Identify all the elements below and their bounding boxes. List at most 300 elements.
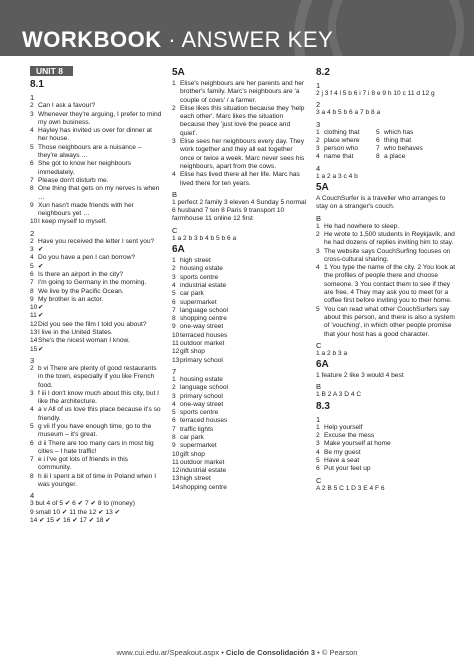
item-number: 7	[376, 145, 380, 153]
list-item	[30, 296, 162, 304]
item-number: 14	[30, 337, 38, 345]
item-number: 4	[30, 406, 34, 414]
item-number: 1	[316, 128, 320, 136]
item-text: h iii I spent a bit of time in Poland when I was younger.	[38, 472, 157, 489]
item-text: Elise sees her neighbours every day. They work together and they all eat together once or twice a week. Marc never sees his neighbours, apart from the cows.	[180, 138, 305, 170]
item-number: 6	[376, 136, 380, 144]
item-number: 11	[172, 340, 179, 348]
list-item	[172, 299, 308, 307]
item-number: 3	[172, 273, 176, 281]
item-number: 2	[316, 432, 320, 440]
column-2	[172, 66, 308, 492]
exercise-list	[172, 257, 308, 365]
footer-separator: •	[219, 648, 226, 657]
item-number: 1	[172, 80, 176, 87]
item-number: 7	[172, 425, 176, 433]
item-text: which has	[384, 128, 414, 136]
item-text: housing estate	[180, 375, 223, 383]
column-1	[30, 66, 162, 525]
page-header	[0, 0, 474, 56]
item-number: 8	[376, 153, 380, 161]
list-item	[30, 346, 162, 354]
item-number: 3	[30, 246, 34, 254]
list-item	[30, 288, 162, 296]
decorative-swirl-inner	[328, 0, 464, 56]
footer-course: Ciclo de Consolidación 3	[225, 648, 316, 657]
exercise-list	[30, 238, 162, 354]
item-text: Those neighbours are a nuisance – they're always …	[38, 143, 142, 160]
item-text: car park	[180, 290, 204, 298]
item-text: Have you received the letter I sent you?	[38, 237, 155, 245]
item-number: 9	[30, 295, 34, 303]
list-item	[316, 264, 456, 305]
answer-line: 1 perfect 2 family 3 eleven 4 Sunday 5 normal 6 husband 7 ten 8 Paris 9 transport 10 farmhouse 11 online 12 first	[172, 198, 307, 223]
item-text: Help yourself	[324, 423, 363, 431]
section-heading: 8.1	[30, 79, 44, 91]
item-number: 8	[30, 472, 34, 480]
item-number: 3	[172, 138, 176, 146]
exercise-heading: 2	[30, 228, 35, 238]
list-item	[172, 282, 308, 290]
item-number: 2	[30, 102, 34, 110]
item-number: 14	[172, 483, 180, 491]
title-rest: · ANSWER KEY	[161, 27, 334, 52]
item-number: 10	[30, 304, 38, 312]
list-item	[30, 406, 162, 423]
item-number: 3	[30, 389, 34, 397]
answer-line: A 2 B 5 C 1 D 3 E 4 F 6	[316, 484, 385, 492]
item-text: housing estate	[180, 265, 223, 273]
item-text: f iii I don't know much about this city, but I like the architecture.	[38, 389, 159, 406]
exercise-heading: 1	[316, 81, 321, 90]
item-text: She's the nicest woman I know.	[38, 337, 130, 345]
list-item	[30, 127, 162, 144]
list-item	[30, 254, 162, 262]
item-number: 7	[30, 279, 34, 287]
exercise-heading: 3	[316, 119, 321, 129]
list-item	[172, 484, 308, 492]
item-number: 8	[172, 433, 176, 441]
answer-line: 1 B 2 A 3 D 4 C	[316, 391, 362, 399]
item-text: 1 You type the name of the city. 2 You look at the profiles of people there and choose someone. 3 You contact them to see if they are free. 4 They may ask you to meet for a coffee first before inviting you to their home.	[324, 264, 456, 305]
item-text: I'm going to Germany in the morning.	[38, 279, 147, 287]
list-item	[172, 348, 308, 356]
item-text: I keep myself to myself.	[38, 218, 107, 226]
item-number: 4	[316, 264, 320, 272]
item-number: 1	[172, 257, 176, 265]
page-footer	[0, 648, 474, 657]
item-number: 2	[316, 230, 320, 238]
list-item	[316, 129, 376, 137]
exercise-heading: B	[172, 189, 178, 199]
item-number: 7	[30, 456, 34, 464]
item-text: gift shop	[180, 450, 205, 458]
item-text: I live in the United States.	[38, 329, 113, 337]
exercise-heading: B	[316, 382, 322, 392]
section-heading: 6A	[316, 359, 329, 371]
item-text: gift shop	[180, 348, 205, 356]
answer-line: 9 small 10 ✔ 11 the 12 ✔ 13 ✔	[30, 508, 121, 516]
item-text: traffic lights	[180, 425, 214, 433]
item-text: Put your feet up	[324, 465, 371, 473]
item-text: supermarket	[180, 442, 217, 450]
item-text: industrial estate	[180, 467, 227, 475]
item-number: 1	[316, 222, 320, 230]
item-text: Do you have a pen I can borrow?	[38, 254, 136, 262]
item-text: place where	[324, 136, 360, 144]
list-item	[172, 475, 308, 483]
item-text: Whenever they're arguing, I prefer to mind my own business.	[38, 110, 162, 126]
item-text: Xun hasn't made friends with her neighbours yet …	[38, 201, 134, 218]
list-item	[30, 202, 162, 219]
exercise-list	[172, 80, 308, 188]
item-number: 2	[172, 384, 176, 392]
item-number: 13	[172, 356, 180, 364]
list-item	[316, 137, 376, 145]
item-number: 4	[30, 254, 34, 262]
list-item	[172, 442, 308, 450]
list-item	[30, 304, 162, 312]
list-item	[316, 231, 456, 248]
answer-line: A CouchSurfer is a traveller who arranges to stay on a stranger's couch.	[316, 195, 446, 211]
item-text: Is there an airport in the city?	[38, 270, 124, 278]
list-item	[30, 337, 162, 345]
item-number: 6	[172, 417, 176, 425]
item-number: 13	[172, 475, 180, 483]
section-heading: 5A	[172, 67, 185, 78]
list-item	[30, 238, 162, 246]
exercise-heading: C	[316, 340, 322, 350]
list-item	[30, 365, 162, 390]
item-number: 5	[30, 262, 34, 270]
list-item	[172, 467, 308, 475]
item-text: The website says CouchSurfing focuses on cross-cultural sharing.	[324, 247, 451, 263]
list-item	[172, 417, 308, 425]
list-item	[172, 409, 308, 417]
item-text: We live by the Pacific Ocean.	[38, 287, 124, 295]
section-heading: 8.3	[316, 400, 330, 412]
item-number: 7	[30, 176, 34, 184]
item-number: 8	[172, 315, 176, 323]
item-text: industrial estate	[180, 281, 227, 289]
item-number: 13	[30, 329, 38, 337]
exercise-list	[316, 129, 376, 162]
item-number: 6	[316, 465, 320, 473]
item-text: a v All of us love this place because it's so friendly.	[38, 406, 161, 422]
item-number: 8	[30, 185, 34, 193]
list-item	[172, 315, 308, 323]
item-number: 5	[172, 290, 176, 298]
page-title	[22, 27, 333, 53]
list-item	[30, 329, 162, 337]
item-number: 3	[316, 145, 320, 153]
item-text: car park	[180, 433, 204, 441]
item-text: person who	[324, 145, 359, 153]
exercise-list	[316, 424, 456, 474]
answer-line: 3 but 4 of 5 ✔ 6 ✔ 7 ✔ 8 to (money)	[30, 500, 135, 508]
item-number: 9	[172, 442, 176, 450]
item-text: Please don't disturb me.	[38, 176, 109, 184]
item-number: 4	[316, 448, 320, 456]
item-text: She got to know her neighbours immediately.	[38, 160, 132, 176]
exercise-heading: 7	[172, 366, 177, 376]
item-number: 7	[172, 306, 176, 314]
list-item	[316, 449, 456, 457]
item-number: 6	[30, 160, 34, 168]
item-number: 4	[316, 153, 320, 161]
list-item	[376, 145, 423, 153]
item-text: primary school	[180, 392, 223, 400]
exercise-list	[316, 223, 456, 339]
two-column-answers	[316, 129, 456, 162]
item-number: 5	[30, 143, 34, 151]
item-text: clothing that	[324, 128, 360, 136]
footer-copyright: © Pearson	[321, 648, 358, 657]
item-number: 2	[30, 237, 34, 245]
item-number: 5	[376, 128, 380, 136]
exercise-list	[376, 129, 423, 162]
list-item	[30, 423, 162, 440]
list-item	[30, 321, 162, 329]
item-number: 2	[30, 364, 34, 372]
item-text: ✔	[38, 262, 44, 270]
list-item	[30, 279, 162, 287]
list-item	[172, 171, 308, 188]
list-item	[172, 290, 308, 298]
list-item	[30, 185, 162, 202]
item-text: terraced houses	[180, 417, 228, 425]
item-text: You can read what other CouchSurfers say about this person, and there is also a system of 'vouching', in which other people promise that your host has a good character.	[324, 305, 455, 338]
list-item	[30, 246, 162, 254]
item-number: 6	[30, 270, 34, 278]
exercise-list	[30, 102, 162, 226]
answer-line: 3 a 4 b 5 b 6 a 7 b 8 a	[316, 109, 381, 117]
item-text: outdoor market	[180, 458, 225, 466]
column-3	[316, 66, 456, 493]
list-item	[30, 473, 162, 490]
list-item	[172, 340, 308, 348]
item-text: Can I ask a favour?	[38, 102, 96, 110]
list-item	[316, 440, 456, 448]
exercise-list	[172, 376, 308, 492]
list-item	[30, 144, 162, 161]
list-item	[30, 102, 162, 110]
answer-line: 1 a 2 b 3 b 4 b 5 b 6 a	[172, 234, 237, 242]
item-text: name that	[324, 153, 354, 161]
item-text: One thing that gets on my nerves is when …	[38, 185, 160, 201]
item-text: My brother is an actor.	[38, 295, 104, 303]
item-text: one-way street	[180, 400, 224, 408]
unit-badge: UNIT 8	[30, 66, 73, 76]
item-number: 10	[172, 331, 180, 339]
list-item	[172, 384, 308, 392]
item-text: shopping centre	[180, 315, 227, 323]
item-number: 12	[172, 348, 180, 356]
list-item	[30, 263, 162, 271]
item-number: 11	[30, 312, 37, 320]
item-text: He wrote to 1,500 students in Reykjavík, and he had dozens of replies inviting him to stay.	[324, 230, 455, 247]
item-text: language school	[180, 306, 229, 314]
item-text: ✔	[38, 246, 44, 254]
item-text: outdoor market	[180, 340, 225, 348]
item-number: 3	[316, 247, 320, 255]
exercise-list	[30, 365, 162, 489]
item-text: primary school	[180, 356, 223, 364]
item-number: 3	[172, 392, 176, 400]
item-number: 1	[172, 375, 176, 383]
list-item	[30, 440, 162, 457]
item-text: Elise's neighbours are her parents and her brother's family. Marc's neighbours are 'a couple of cows' / a farmer.	[180, 80, 305, 104]
title-bold: WORKBOOK	[22, 27, 162, 52]
item-number: 5	[316, 456, 320, 464]
list-item	[316, 223, 456, 231]
list-item	[172, 426, 308, 434]
list-item	[172, 265, 308, 273]
item-text: Elise likes this situation because they 'help each other'. Marc likes the situation because they 'just love the peace and quiet'.	[180, 104, 305, 137]
list-item	[316, 465, 456, 473]
list-item	[172, 401, 308, 409]
list-item	[30, 111, 162, 128]
answer-line: 14 ✔ 15 ✔ 16 ✔ 17 ✔ 18 ✔	[30, 516, 111, 524]
list-item	[316, 145, 376, 153]
list-item	[30, 218, 162, 226]
item-number: 6	[30, 439, 34, 447]
item-text: who behaves	[384, 145, 423, 153]
section-heading: 8.2	[316, 67, 330, 78]
item-text: d ii There are too many cars in most big cities – I hate traffic!	[38, 439, 154, 455]
list-item	[30, 390, 162, 407]
item-text: Elise has lived there all her life. Marc has lived there for ten years.	[180, 171, 300, 187]
exercise-heading: 1	[316, 414, 321, 424]
item-number: 2	[172, 265, 176, 273]
list-item	[172, 357, 308, 365]
footer-url[interactable]: www.cui.edu.ar/Speakout.aspx	[116, 648, 220, 657]
list-item	[172, 393, 308, 401]
list-item	[30, 177, 162, 185]
item-text: terraced houses	[180, 331, 228, 339]
item-text: supermarket	[180, 298, 217, 306]
list-item	[172, 376, 308, 384]
item-number: 3	[316, 440, 320, 448]
item-number: 5	[172, 409, 176, 417]
item-number: 6	[172, 298, 176, 306]
list-item	[316, 457, 456, 465]
item-number: 5	[316, 305, 320, 313]
exercise-heading: 3	[30, 355, 35, 365]
answer-line: 1 a 2 b 3 a	[316, 349, 348, 357]
exercise-heading: C	[172, 225, 178, 235]
item-number: 4	[30, 127, 34, 135]
list-item	[172, 257, 308, 265]
list-item	[172, 138, 308, 171]
list-item	[30, 271, 162, 279]
list-item	[172, 105, 308, 138]
item-text: Excuse the mess	[324, 432, 375, 440]
item-text: g vii If you have enough time, go to the museum – it's great.	[38, 422, 152, 439]
item-text: Hayley has invited us over for dinner at her house.	[38, 127, 152, 143]
item-text: He had nowhere to sleep.	[324, 222, 400, 230]
list-item	[172, 323, 308, 331]
list-item	[316, 153, 376, 161]
item-number: 4	[172, 281, 176, 289]
exercise-heading: 4	[316, 163, 321, 173]
section-heading: 6A	[172, 244, 185, 256]
item-text: ✔	[38, 312, 44, 320]
exercise-heading: C	[316, 475, 322, 485]
item-text: e i I've got lots of friends in this community.	[38, 456, 128, 472]
item-number: 9	[30, 201, 34, 209]
item-text: ✔	[38, 304, 44, 312]
answer-line: 1 a 2 a 3 c 4 b	[316, 172, 358, 180]
list-item	[172, 459, 308, 467]
list-item	[172, 80, 308, 105]
item-text: high street	[180, 257, 211, 265]
exercise-heading: 1	[30, 93, 35, 103]
item-text: ✔	[38, 345, 44, 353]
item-number: 4	[172, 400, 176, 408]
item-number: 8	[30, 287, 34, 295]
exercise-heading: B	[316, 213, 322, 223]
list-item	[172, 451, 308, 459]
item-text: shopping centre	[180, 483, 227, 491]
item-text: high street	[180, 475, 211, 483]
item-text: a place	[384, 153, 406, 161]
list-item	[30, 456, 162, 473]
footer-separator: •	[315, 648, 322, 657]
list-item	[172, 307, 308, 315]
list-item	[316, 306, 456, 339]
list-item	[316, 432, 456, 440]
item-number: 2	[172, 104, 176, 112]
item-text: Make yourself at home	[324, 440, 391, 448]
list-item	[30, 160, 162, 177]
item-number: 10	[30, 218, 38, 226]
list-item	[172, 434, 308, 442]
item-number: 2	[316, 136, 320, 144]
item-number: 9	[172, 323, 176, 331]
item-text: Did you see the film I told you about?	[38, 320, 147, 328]
item-text: b vi There are plenty of good restaurants in the town, especially if you like French food.	[38, 364, 157, 389]
item-text: sports centre	[180, 409, 219, 417]
item-number: 3	[30, 110, 34, 118]
list-item	[316, 248, 456, 265]
list-item	[376, 129, 423, 137]
item-number: 11	[172, 458, 179, 466]
item-number: 12	[30, 320, 38, 328]
item-text: one-way street	[180, 323, 224, 331]
item-text: sports centre	[180, 273, 219, 281]
section-heading: 5A	[316, 182, 329, 194]
list-item	[376, 153, 423, 161]
item-text: thing that	[384, 136, 412, 144]
item-number: 4	[172, 171, 176, 179]
exercise-heading: 2	[316, 100, 321, 110]
list-item	[30, 312, 162, 320]
answer-line: 2 j 3 f 4 l 5 b 6 i 7 i 8 e 9 h 10 c 11 d 12 g	[316, 90, 435, 97]
list-item	[172, 274, 308, 282]
item-number: 12	[172, 467, 180, 475]
item-text: language school	[180, 384, 229, 392]
item-number: 15	[30, 345, 38, 353]
exercise-heading: 4	[30, 491, 35, 501]
list-item	[172, 332, 308, 340]
list-item	[376, 137, 423, 145]
item-number: 5	[30, 422, 34, 430]
item-text: Have a seat	[324, 456, 360, 464]
answer-line: 1 feature 2 like 3 would 4 best	[316, 372, 404, 380]
list-item	[316, 424, 456, 432]
item-number: 10	[172, 450, 180, 458]
